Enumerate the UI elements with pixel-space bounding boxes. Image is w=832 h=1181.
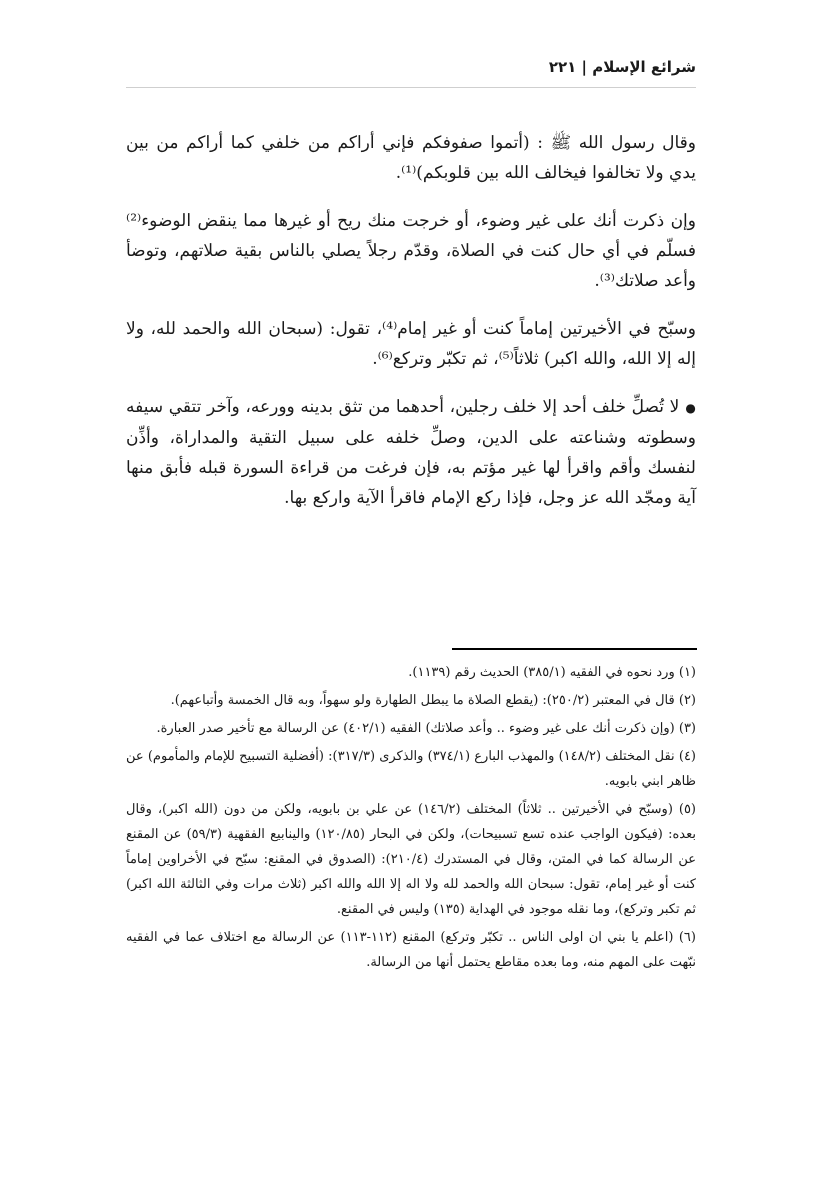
footnote: (٤) نقل المختلف (١٤٨/٢) والمهذب البارع (٣٧٤/١) والذكرى (٣١٧/٣): (أفضلية التسبيح للإمام والمأموم) عن ظاهر ابني بابويه.	[126, 749, 696, 789]
paragraph: وقال رسول الله ﷺ : (أتموا صفوفكم فإني أراكم من خلفي كما أراكم من بين يدي ولا تخالفوا فيخالف الله بين قلوبكم)⁽¹⁾.	[126, 133, 696, 183]
footnote: (١) ورد نحوه في الفقيه (٣٨٥/١) الحديث رقم (١١٣٩).	[408, 665, 696, 680]
running-header: شرائع الإسلام | ٢٢١	[548, 58, 696, 76]
footnote: (٣) (وإن ذكرت أنك على غير وضوء .. وأعد صلاتك) الفقيه (٤٠٢/١) عن الرسالة مع تأخير صدر العبارة.	[156, 721, 696, 736]
paragraph-text: لا تُصلِّ خلف أحد إلا خلف رجلين، أحدهما من تثق بدينه وورعه، وآخر تتقي سيفه وسطوته وشناعته على الدين، وصلِّ خلفه على سبيل التقية والمداراة، وأذِّن لنفسك وأقم واقرأ لها غير مؤتم به، فإن فرغت من قراءة السورة قبله فأبق منها آية ومجّد الله عز وجل، فإذا ركع الإمام فاقرأ الآية واركع بها.	[126, 397, 696, 508]
footnote-divider	[452, 648, 697, 650]
paragraph: وإن ذكرت أنك على غير وضوء، أو خرجت منك ريح أو غيرها مما ينقض الوضوء⁽²⁾ فسلّم في أي حال كنت في الصلاة، وقدّم رجلاً يصلي بالناس بقية صلاتهم، وتوضأ وأعد صلاتك⁽³⁾.	[126, 211, 696, 291]
header-divider	[126, 87, 696, 88]
footnote: (٢) قال في المعتبر (٢٥٠/٢): (يقطع الصلاة ما يبطل الطهارة ولو سهواً، وبه قال الخمسة وأتباعهم).	[170, 693, 696, 708]
bullet-icon: ●	[685, 401, 696, 415]
paragraph: وسبّح في الأخيرتين إماماً كنت أو غير إمام⁽⁴⁾، تقول: (سبحان الله والحمد لله، ولا إله إلا الله، والله اكبر) ثلاثاً⁽⁵⁾، ثم تكبّر وتركع⁽⁶⁾.	[126, 319, 697, 369]
paragraph	[126, 392, 696, 513]
main-text	[126, 128, 696, 531]
footnotes	[126, 660, 696, 978]
footnote: (٥) (وسبّح في الأخيرتين .. ثلاثاً) المختلف (١٤٦/٢) عن علي بن بابويه، ولكن من دون (الله اكبر)، وقال بعده: (فيكون الواجب عنده تسع تسبيحات)، ولكن في البحار (١٢٠/٨٥) والينابيع الفقهية (٥٩/٣) عن المقنع عن الرسالة كما في المتن، وقال في المستدرك (٢١٠/٤): (الصدوق في المقنع: سبّح في الأخراوين إماماً كنت أو غير إمام، تقول: سبحان الله والحمد لله ولا اله إلا الله والله اكبر (ثلاث مرات وفي الثالثة الله اكبر) ثم تكبر وتركع)، وما نقله موجود في الهداية (١٣٥) وليس في المقنع.	[126, 802, 696, 917]
footnote: (٦) (اعلم يا بني ان اولى الناس .. تكبّر وتركع) المقنع (١١٢-١١٣) عن الرسالة مع اختلاف عما في الفقيه نبّهت على المهم منه، وما بعده مقاطع يحتمل أنها من الرسالة.	[126, 930, 696, 970]
